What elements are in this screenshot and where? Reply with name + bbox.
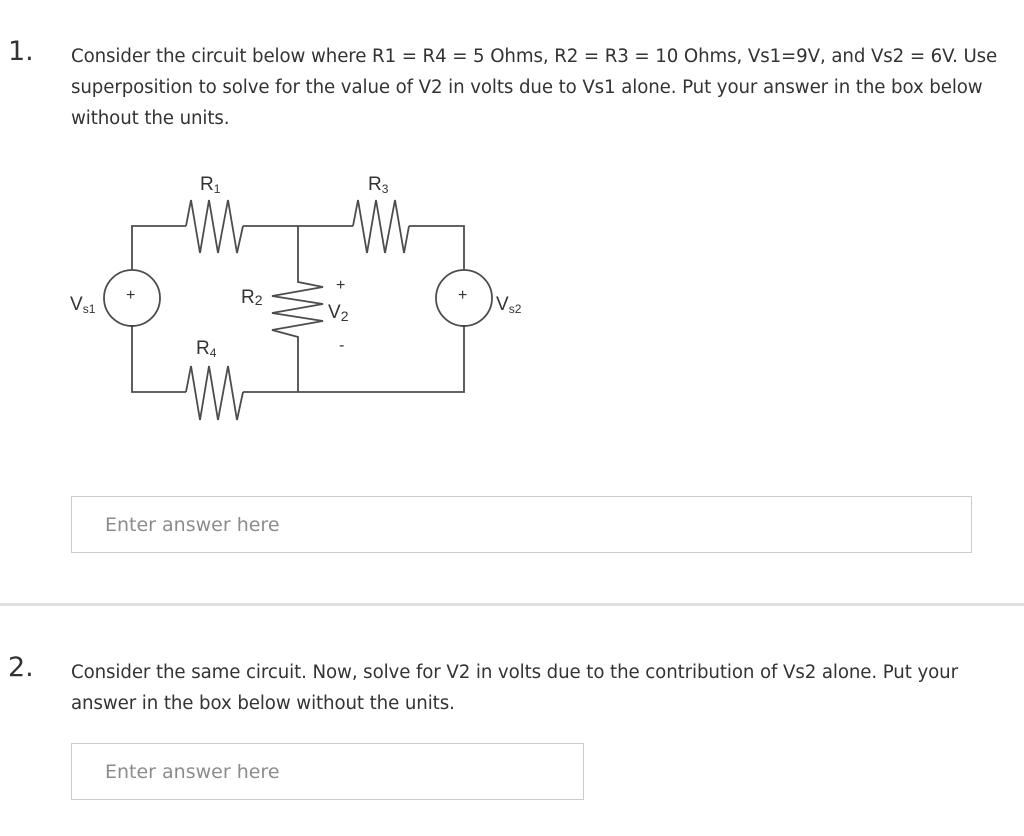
- r3-label: R3: [368, 174, 389, 196]
- answer-input-1[interactable]: [71, 496, 972, 553]
- v2-label: V2: [328, 302, 349, 324]
- wire-left-bottom: [132, 326, 186, 392]
- question-text: Consider the same circuit. Now, solve for V2 in volts due to the contribution of Vs2 alone. Put your answer in the box below without the units.: [71, 662, 958, 714]
- r3-resistor: [353, 200, 409, 253]
- r4-label: R4: [196, 338, 217, 360]
- wire-right-bottom: [298, 326, 464, 392]
- r4-resistor: [186, 366, 243, 420]
- v2-minus: -: [339, 337, 345, 354]
- question-text: Consider the circuit below where R1 = R4 = 5 Ohms, R2 = R3 = 10 Ohms, Vs1=9V, and Vs2 = 6V. Use superposition to solve for the value of V2 in volts due to Vs1 alone. Put your answer in the box below without the units.: [71, 46, 998, 129]
- vs2-minus: -: [461, 317, 467, 334]
- answer-input-2[interactable]: [71, 743, 584, 800]
- vs2-plus: +: [458, 287, 468, 304]
- vs1-label: Vs1: [70, 294, 96, 316]
- v2-plus: +: [336, 277, 346, 294]
- question-divider: [0, 603, 1024, 606]
- r1-label: R1: [200, 174, 221, 196]
- vs1-minus: -: [129, 317, 135, 334]
- r1-resistor: [186, 200, 243, 253]
- vs1-plus: +: [126, 287, 136, 304]
- wire-left-top: [132, 226, 186, 270]
- r2-label: R2: [241, 287, 263, 308]
- question-number: 1.: [8, 36, 34, 67]
- wire-right-top: [409, 226, 464, 270]
- vs2-label: Vs2: [496, 294, 522, 316]
- r2-resistor: [272, 226, 323, 392]
- question-number: 2.: [8, 652, 34, 683]
